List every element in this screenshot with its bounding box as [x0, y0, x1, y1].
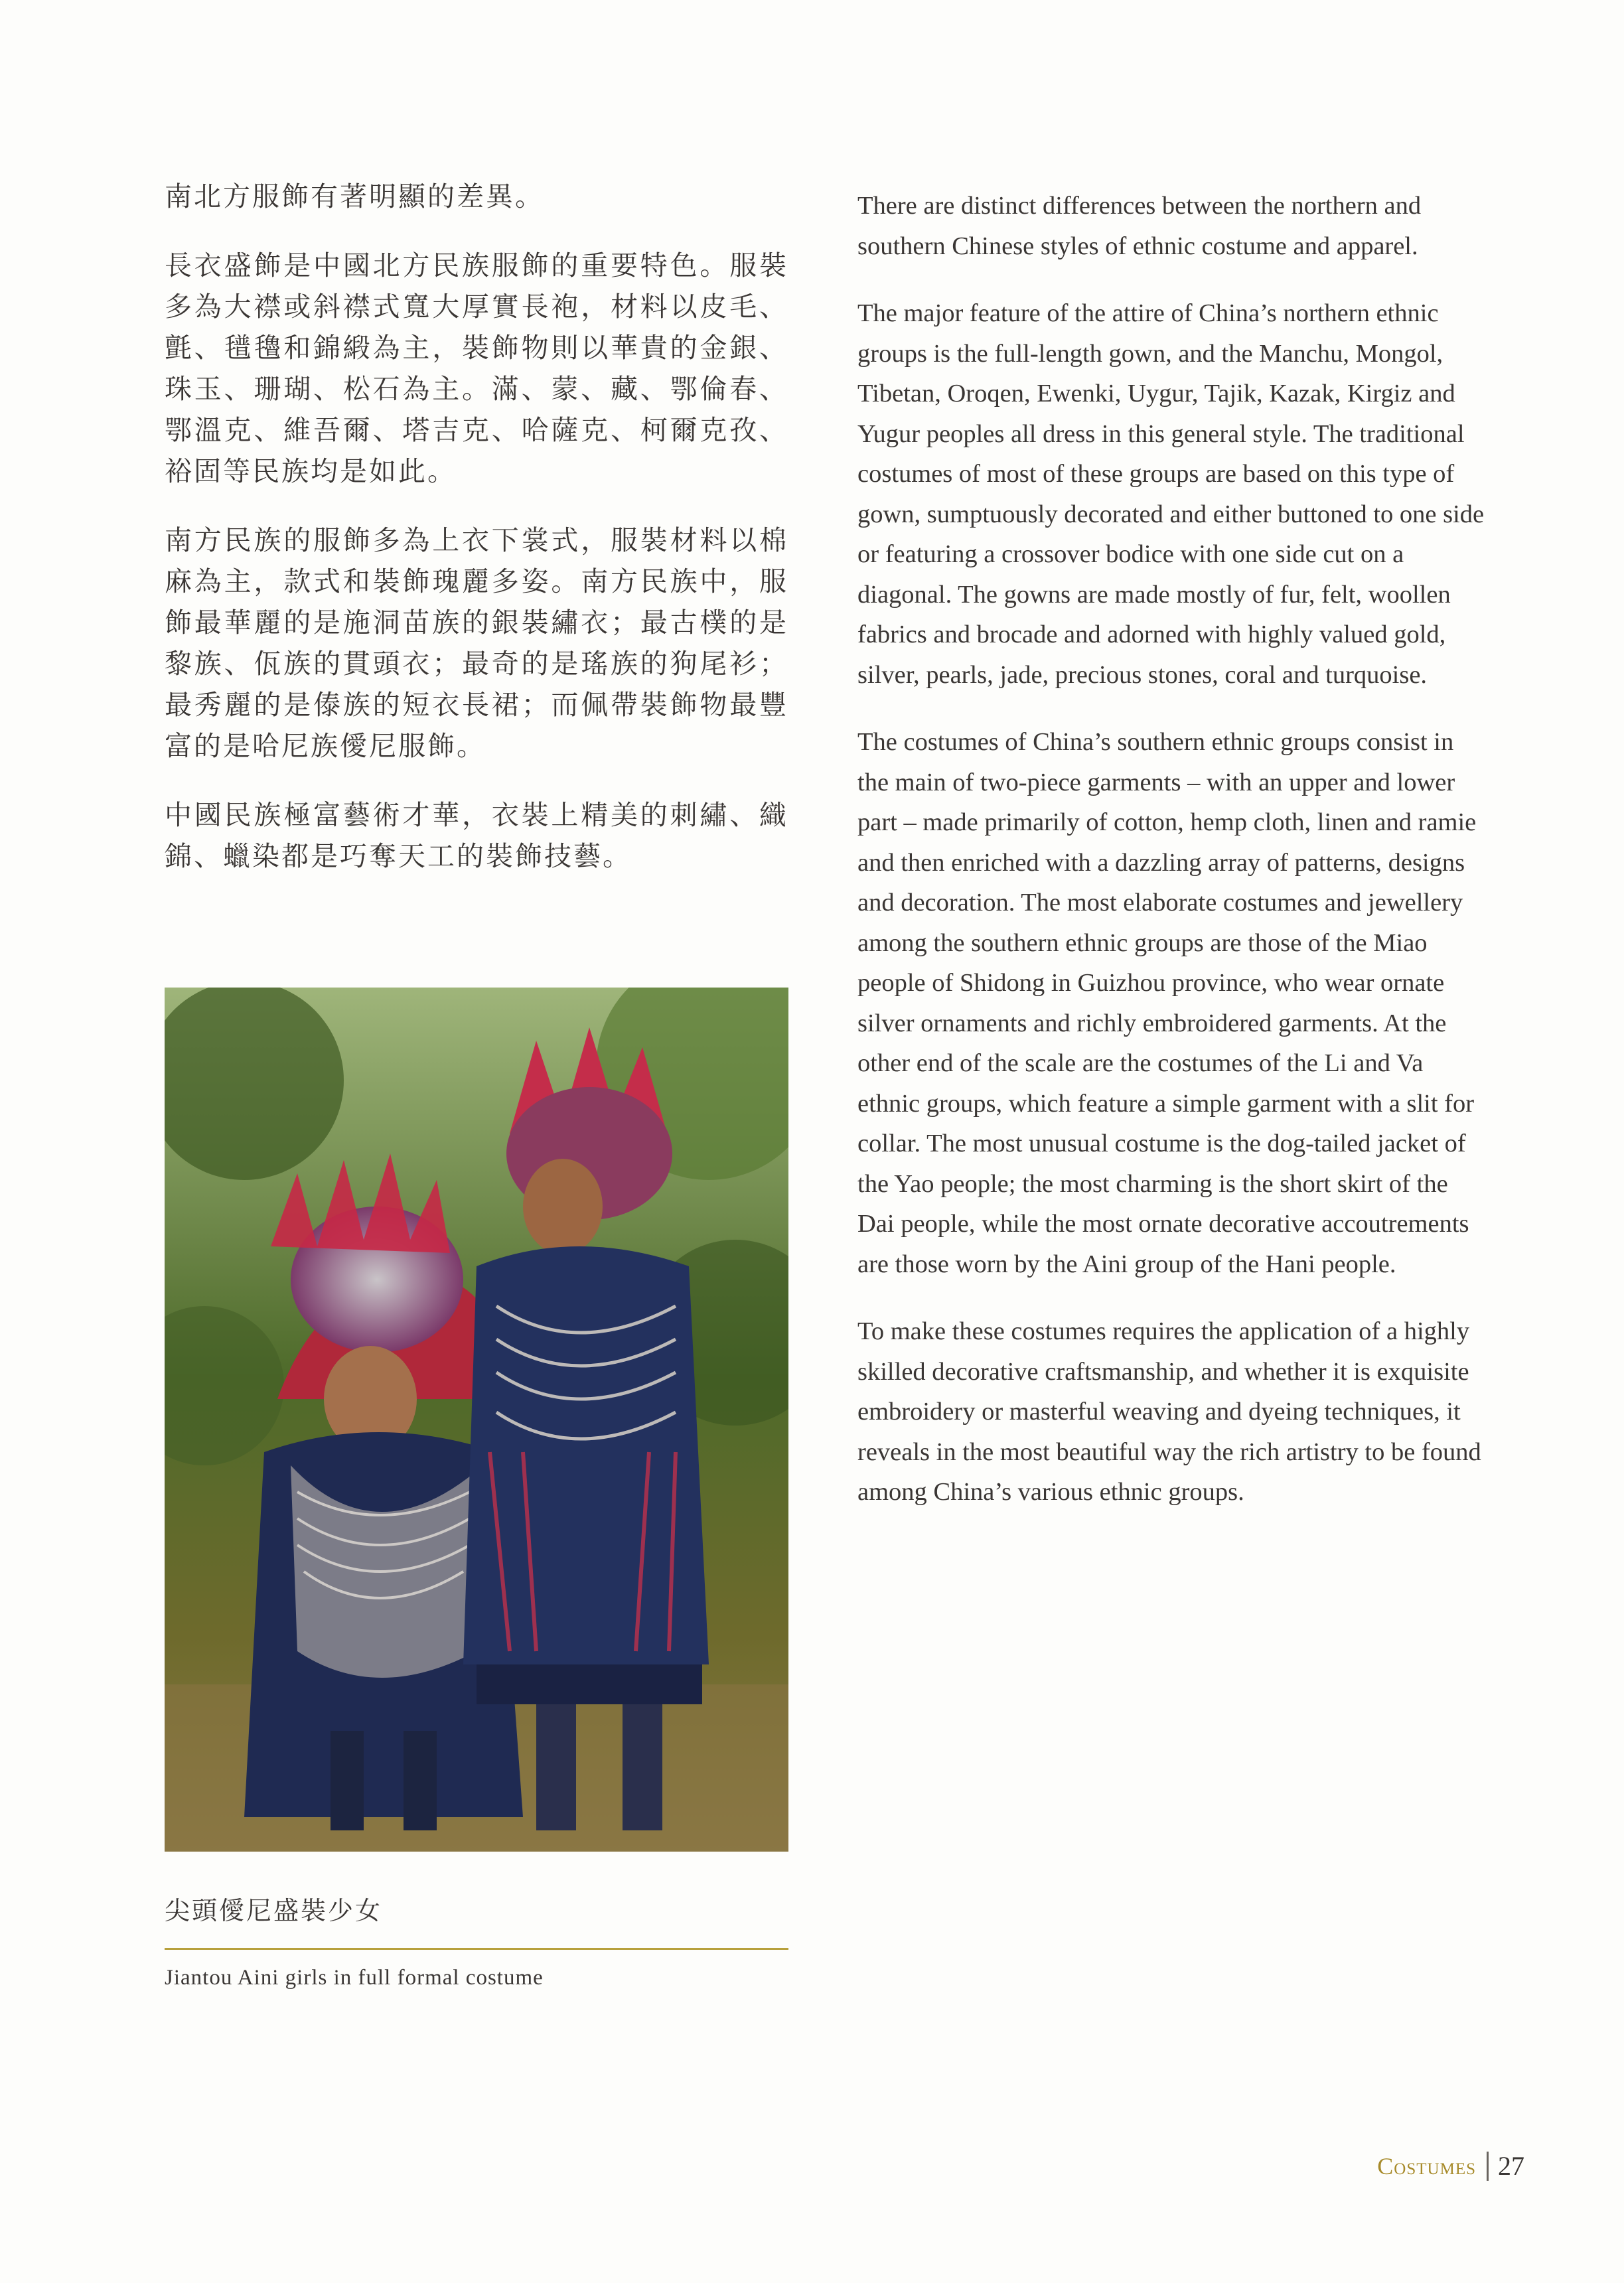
costume-photograph — [165, 988, 788, 1852]
en-paragraph: To make these costumes requires the application of a highly skilled decorative craftsmanship, and whether it is exquisite embroidery or masterful weaving and dyeing techniques, it reveals in the most beautiful way the rich artistry to be found among China’s various ethnic groups. — [857, 1317, 1481, 1506]
en-paragraph: The major feature of the attire of China’s northern ethnic groups is the full-length gown, and the Manchu, Mongol, Tibetan, Oroqen, Ewenki, Uygur, Tajik, Kazak, Kirgiz and Yugur peoples all dress in this general style. The traditional costumes of most of these groups are based on this type of gown, sumptuously decorated and either buttoned to one side or featuring a crossover bodice with one side cut on a diagonal. The gowns are made mostly of fur, felt, woollen fabrics and brocade and adorned with highly valued gold, silver, pearls, jade, precious stones, coral and turquoise. — [857, 299, 1485, 689]
chinese-text-column — [165, 176, 788, 905]
zh-paragraph: 中國民族極富藝術才華，衣裝上精美的刺繡、織錦、蠟染都是巧奪天工的裝飾技藝。 — [165, 799, 788, 872]
footer-separator — [1487, 2152, 1489, 2181]
zh-paragraph: 長衣盛飾是中國北方民族服飾的重要特色。服裝多為大襟或斜襟式寬大厚實長袍，材料以皮毛、氈、氆氌和錦緞為主，裝飾物則以華貴的金銀、珠玉、珊瑚、松石為主。滿、蒙、藏、鄂倫春、鄂溫克、維吾爾、塔吉克、哈薩克、柯爾克孜、裕固等民族均是如此。 — [165, 250, 788, 487]
photo-illustration — [165, 988, 788, 1852]
page-footer — [1377, 2150, 1524, 2181]
english-text-column — [857, 186, 1488, 1540]
section-label: Costumes — [1377, 2152, 1476, 2179]
zh-paragraph: 南北方服飾有著明顯的差異。 — [165, 181, 544, 212]
zh-paragraph: 南方民族的服飾多為上衣下裳式，服裝材料以棉麻為主，款式和裝飾瑰麗多姿。南方民族中，服飾最華麗的是施洞苗族的銀裝繡衣；最古樸的是黎族、佤族的貫頭衣；最奇的是瑤族的狗尾衫；最秀麗的是傣族的短衣長裙；而佩帶裝飾物最豐富的是哈尼族僾尼服飾。 — [165, 524, 788, 762]
figure-caption-zh: 尖頭僾尼盛裝少女 — [165, 1896, 383, 1925]
en-paragraph: There are distinct differences between the northern and southern Chinese styles of ethnic costume and apparel. — [857, 192, 1422, 260]
page-number: 27 — [1498, 2151, 1524, 2181]
figure-caption-en: Jiantou Aini girls in full formal costume — [165, 1966, 544, 1990]
en-paragraph: The costumes of China’s southern ethnic groups consist in the main of two-piece garments – with an upper and lower part – made primarily of cotton, hemp cloth, linen and ramie and then enriched with a dazzling array of patterns, designs and decoration. The most elaborate costumes and jewellery among the southern ethnic groups are those of the Miao people of Shidong in Guizhou province, who wear ornate silver ornaments and richly embroidered garments. At the other end of the scale are the costumes of the Li and Va ethnic groups, which feature a simple garment with a slit for collar. The most unusual costume is the dog-tailed jacket of the Yao people; the most charming is the short skirt of the Dai people, while the most ornate decorative accoutrements are those worn by the Aini group of the Hani people. — [857, 728, 1477, 1278]
caption-divider — [165, 1948, 788, 1950]
